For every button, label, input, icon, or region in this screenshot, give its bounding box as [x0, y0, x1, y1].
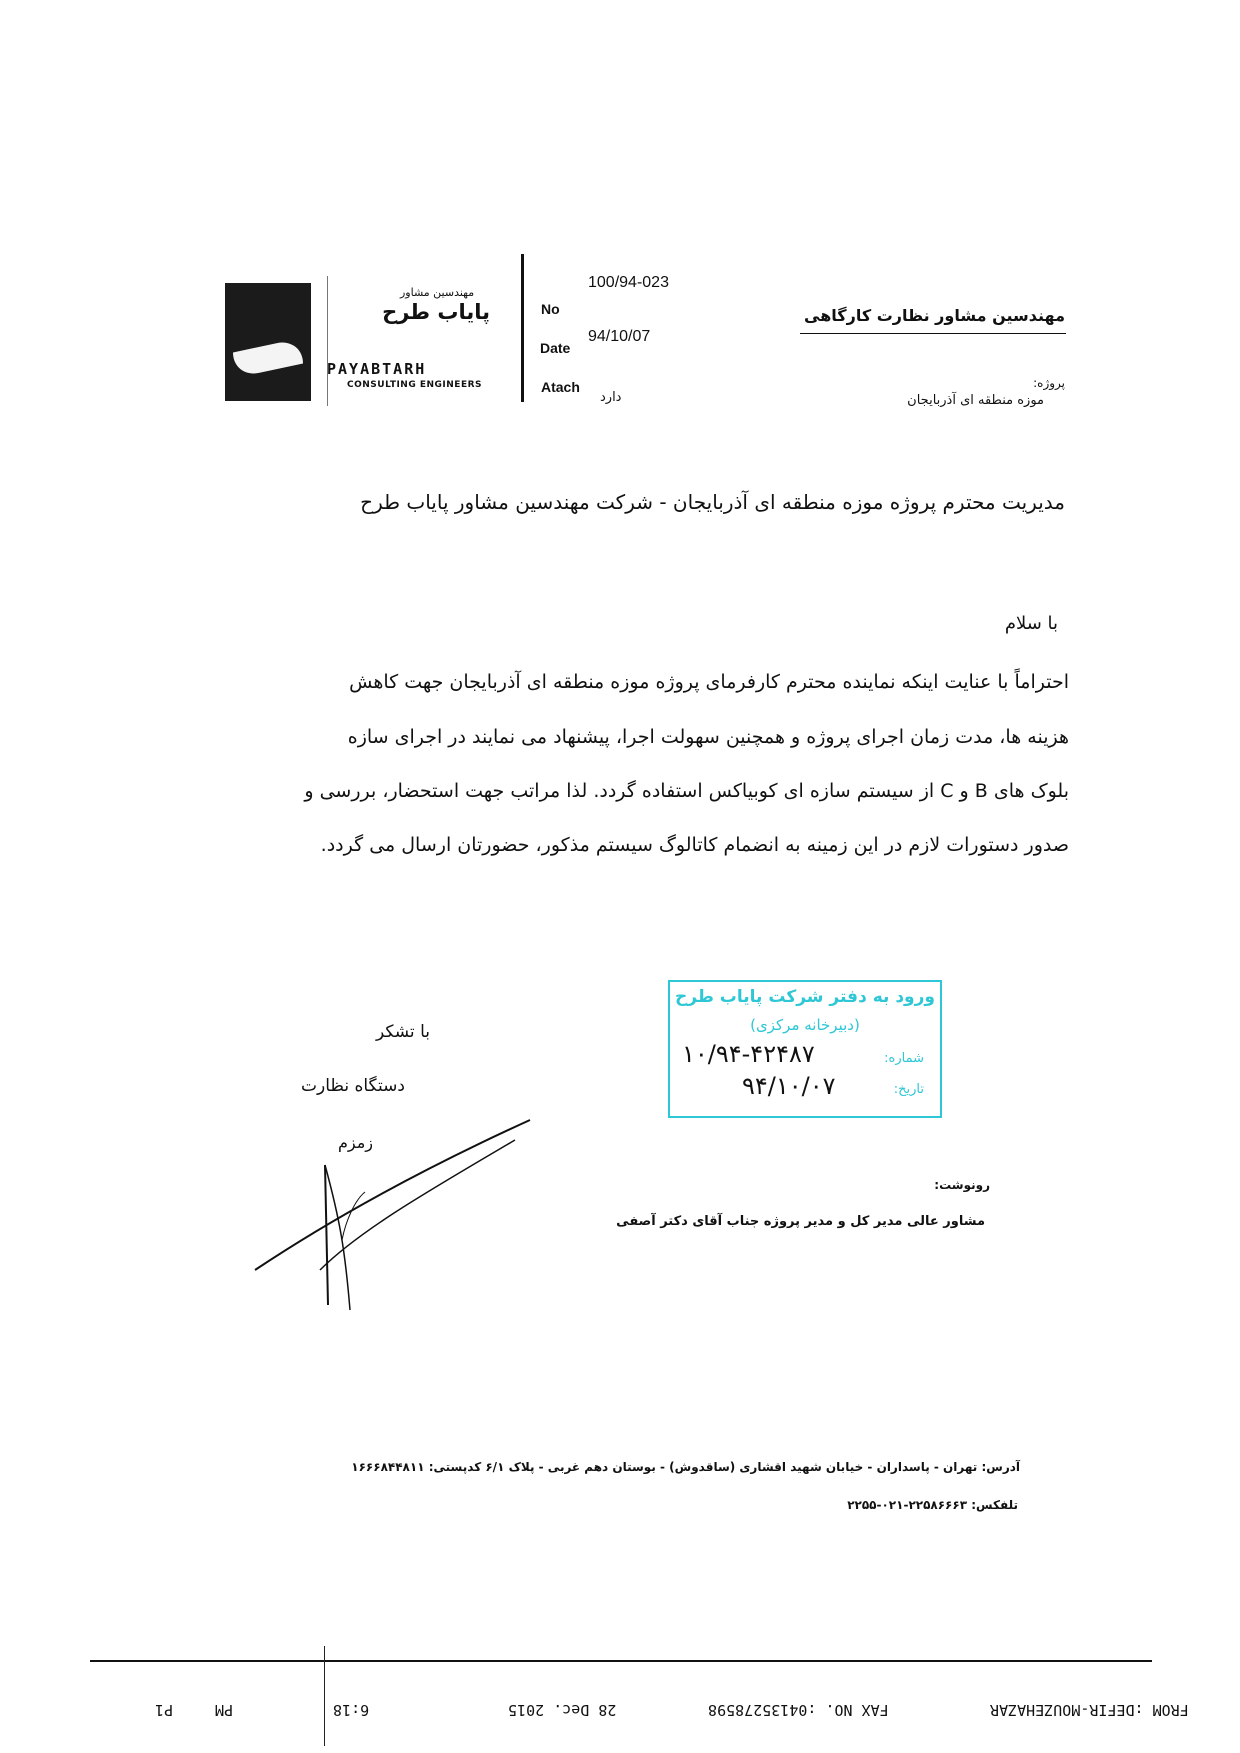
cc-label: رونوشت:	[934, 1178, 990, 1192]
company-name-en: PAYABTARH	[327, 360, 427, 378]
stamp-title: ورود به دفتر شرکت پایاب طرح	[675, 987, 935, 1007]
letter-closing: با تشکر	[376, 1022, 430, 1042]
cc-recipients: مشاور عالی مدیر کل و مدیر پروژه جناب آقای دکتر آصفی	[616, 1214, 985, 1229]
stamp-date: ۹۴/۱۰/۰۷	[742, 1072, 836, 1100]
meta-divider	[521, 254, 524, 402]
company-phone: تلفکس: ۲۲۵۸۶۶۶۳-۰۲۱-۲۲۵۵	[847, 1498, 1018, 1512]
signature	[250, 1080, 540, 1340]
letter-date: 94/10/07	[588, 328, 651, 345]
number-label: No	[541, 301, 560, 317]
project-name: موزه منطقه ای آذربایجان	[907, 393, 1044, 408]
letter-subject: مدیریت محترم پروژه موزه منطقه ای آذربایجان - شرکت مهندسین مشاور پایاب طرح	[360, 490, 1065, 514]
fax-page: P1	[155, 1701, 174, 1719]
body-line: احتراماً با عنایت اینکه نماینده محترم کارفرمای پروژه موزه منطقه ای آذربایجان جهت کاهش	[349, 671, 1069, 693]
stamp-date-label: تاریخ:	[893, 1082, 924, 1097]
letter-greeting: با سلام	[1004, 613, 1058, 634]
company-name-fa-small: مهندسین مشاور	[400, 286, 475, 299]
fax-date: 28 Dec. 2015	[508, 1701, 617, 1719]
stamp-number-label: شماره:	[884, 1051, 924, 1066]
company-logo	[225, 283, 311, 401]
signer-name: زمزم	[338, 1133, 374, 1152]
attachment-value: دارد	[600, 390, 622, 405]
logo-divider	[327, 276, 328, 406]
stamp-subtitle: (دبیرخانه مرکزی)	[750, 1016, 860, 1034]
stamp-number: ۱۰/۹۴-۴۲۴۸۷	[682, 1040, 815, 1068]
company-address: آدرس: تهران - پاسداران - خیابان شهید اقشاری (ساقدوش) - بوستان دهم غربی - پلاک ۶/۱ کدپستی: ۱۶۶۶۸۴۴۸۱۱	[351, 1460, 1020, 1474]
received-stamp	[668, 980, 942, 1118]
fax-meridiem: PM	[215, 1701, 234, 1719]
body-line: بلوک های B و C از سیستم سازه ای کوبیاکس استفاده گردد. لذا مراتب جهت استحضار، بررسی و	[304, 780, 1069, 802]
body-line: صدور دستورات لازم در این زمینه به انضمام کاتالوگ سیستم مذکور، حضورتان ارسال می گردد.	[320, 834, 1069, 856]
fax-from: FROM :DEFIR-MOUZEHAZAR	[990, 1701, 1189, 1719]
sender-organization: دستگاه نظارت	[301, 1076, 405, 1096]
addressee-title: مهندسین مشاور نظارت کارگاهی	[804, 306, 1065, 325]
fax-divider	[90, 1660, 1152, 1662]
fax-number: FAX NO. :04135278598	[708, 1701, 889, 1719]
fax-vertical-line	[324, 1646, 325, 1746]
company-tagline-en: CONSULTING ENGINEERS	[347, 380, 483, 390]
fax-time: 6:18	[333, 1701, 370, 1719]
addressee-underline	[800, 333, 1066, 334]
date-label: Date	[540, 340, 571, 356]
attach-label: Atach	[541, 379, 580, 395]
letter-number: 100/94-023	[588, 274, 669, 291]
body-line: هزینه ها، مدت زمان اجرای پروژه و همچنین سهولت اجرا، پیشنهاد می نمایند در اجرای سازه	[347, 726, 1069, 748]
project-label: پروژه:	[1033, 376, 1065, 390]
company-name-fa: پایاب طرح	[382, 300, 490, 324]
